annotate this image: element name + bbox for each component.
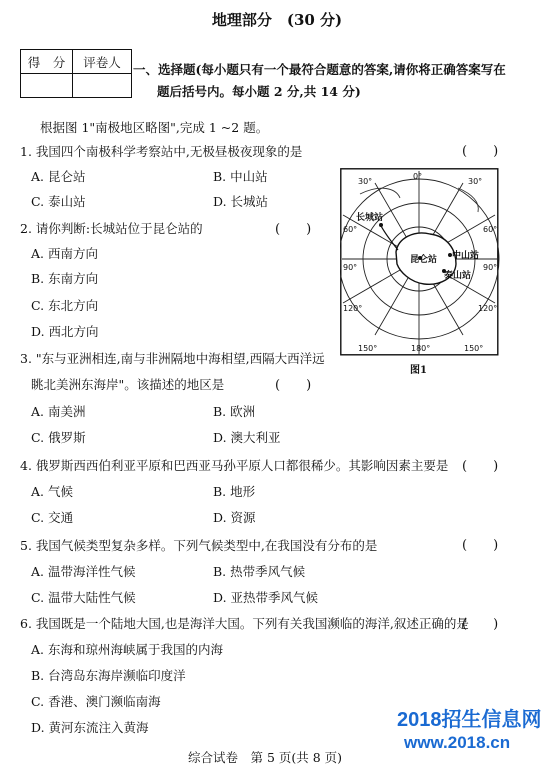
question-5-stem: 5. 我国气候类型复杂多样。下列气候类型中,在我国没有分布的是 — [20, 538, 378, 553]
lon-label: 90° — [343, 263, 358, 272]
station-zhongshan: 中山站 — [452, 251, 480, 261]
question-5-answer[interactable]: ( ) — [462, 538, 499, 553]
figure-caption: 图1 — [410, 365, 427, 376]
q3-option-b: B. 欧洲 — [213, 404, 256, 419]
section-heading-line2: 题后括号内。每小题 2 分,共 14 分) — [157, 84, 361, 99]
lon-label: 30° — [358, 177, 373, 186]
lon-label: 30° — [468, 177, 483, 186]
q6-option-b: B. 台湾岛东海岸濒临印度洋 — [31, 668, 186, 683]
q4-option-b: B. 地形 — [213, 484, 256, 499]
station-kunlun: 昆仑站 — [410, 255, 438, 265]
grader-label: 评卷人 — [73, 50, 132, 74]
lon-label: 60° — [343, 225, 358, 234]
station-great-wall: 长城站 — [356, 213, 384, 223]
section-title: 地理部分 (30 分) — [211, 11, 343, 29]
q2-option-b: B. 东南方向 — [31, 271, 99, 286]
score-cell[interactable] — [21, 74, 73, 98]
q6-option-d: D. 黄河东流注入黄海 — [31, 720, 149, 735]
q5-option-c: C. 温带大陆性气候 — [31, 590, 136, 605]
question-3-stem-cont: 眺北美洲东海岸"。该描述的地区是 — [31, 377, 225, 392]
grader-cell[interactable] — [73, 74, 132, 98]
station-dot — [379, 223, 383, 227]
q2-option-d: D. 西北方向 — [31, 324, 99, 339]
lon-label: 180° — [411, 344, 431, 353]
lon-label: 120° — [478, 304, 498, 313]
watermark-title: 2018招生信息网 — [397, 709, 542, 731]
q1-option-d: D. 长城站 — [213, 194, 269, 209]
q4-option-d: D. 资源 — [213, 510, 256, 525]
question-2-stem: 2. 请你判断:长城站位于昆仑站的 — [20, 221, 203, 236]
antarctica-map — [340, 168, 500, 358]
question-4-answer[interactable]: ( ) — [462, 459, 499, 474]
question-1-answer[interactable]: ( ) — [462, 144, 499, 159]
station-taishan: 泰山站 — [444, 271, 472, 281]
question-2-answer[interactable]: ( ) — [275, 222, 312, 237]
question-3-stem: 3. "东与亚洲相连,南与非洲隔地中海相望,西隔大西洋远 — [20, 351, 325, 366]
intro-text: 根据图 1"南极地区略图",完成 1 ~2 题。 — [40, 120, 269, 135]
lon-label: 150° — [464, 344, 484, 353]
q5-option-d: D. 亚热带季风气候 — [213, 590, 319, 605]
lon-label: 0° — [413, 172, 423, 181]
question-3-answer[interactable]: ( ) — [275, 378, 312, 393]
q6-option-a: A. 东海和琼州海峡属于我国的内海 — [31, 642, 223, 657]
q2-option-c: C. 东北方向 — [31, 298, 99, 313]
lon-label: 90° — [483, 263, 498, 272]
question-1-stem: 1. 我国四个南极科学考察站中,无极昼极夜现象的是 — [20, 144, 303, 159]
watermark-url: www.2018.cn — [404, 733, 511, 752]
q5-option-b: B. 热带季风气候 — [213, 564, 306, 579]
q6-option-c: C. 香港、澳门濒临南海 — [31, 694, 161, 709]
q3-option-a: A. 南美洲 — [31, 404, 86, 419]
q1-option-b: B. 中山站 — [213, 169, 268, 184]
lon-label: 60° — [483, 225, 498, 234]
q3-option-d: D. 澳大利亚 — [213, 430, 281, 445]
q4-option-c: C. 交通 — [31, 510, 74, 525]
question-6-answer[interactable]: ( ) — [462, 617, 499, 632]
lon-label: 150° — [358, 344, 378, 353]
q2-option-a: A. 西南方向 — [31, 246, 98, 261]
question-6-stem: 6. 我国既是一个陆地大国,也是海洋大国。下列有关我国濒临的海洋,叙述正确的是 — [20, 616, 469, 631]
q3-option-c: C. 俄罗斯 — [31, 430, 86, 445]
question-4-stem: 4. 俄罗斯西西伯利亚平原和巴西亚马孙平原人口都很稀少。其影响因素主要是 — [20, 458, 449, 473]
q1-option-a: A. 昆仑站 — [31, 169, 86, 184]
q1-option-c: C. 泰山站 — [31, 194, 86, 209]
section-heading-line1: 一、选择题(每小题只有一个最符合题意的答案,请你将正确答案写在 — [133, 62, 506, 77]
score-table — [20, 49, 132, 98]
q5-option-a: A. 温带海洋性气候 — [31, 564, 136, 579]
lon-label: 120° — [343, 304, 363, 313]
q4-option-a: A. 气候 — [31, 484, 73, 499]
score-label: 得 分 — [21, 50, 73, 74]
page-footer: 综合试卷 第 5 页(共 8 页) — [188, 750, 343, 765]
